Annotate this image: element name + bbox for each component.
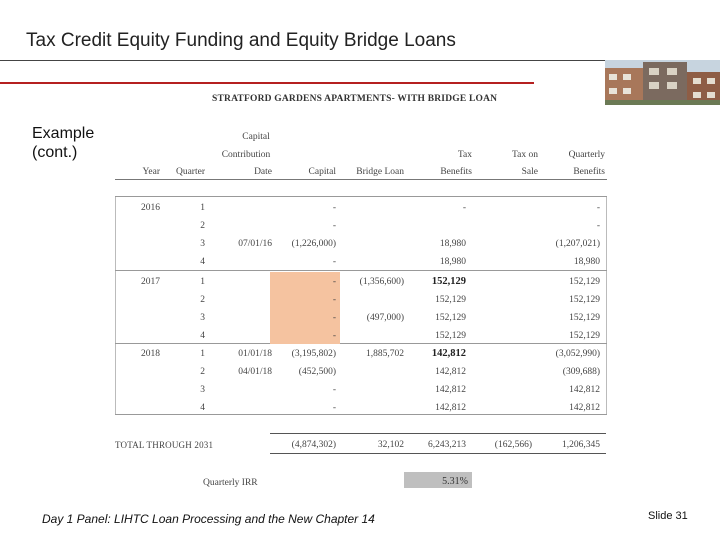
cell-quarter: 2 <box>200 295 205 305</box>
cell-date: 01/01/18 <box>238 349 272 359</box>
cell-capital: - <box>332 277 336 287</box>
apartment-photo <box>605 60 720 105</box>
cell-tax-benefits: - <box>462 203 466 213</box>
cell-capital: - <box>332 331 336 341</box>
example-label <box>32 124 94 162</box>
cell-tax-benefits: 18,980 <box>439 239 466 249</box>
table-left-border <box>115 196 116 414</box>
cell-capital: - <box>332 221 336 231</box>
cell-quarterly-benefits: 142,812 <box>569 385 600 395</box>
cell-tax-benefits: 152,129 <box>435 313 466 323</box>
cell-quarterly-benefits: 18,980 <box>573 257 600 267</box>
header-contribution: Contribution <box>221 150 271 160</box>
cell-quarter: 3 <box>200 313 205 323</box>
total-label: TOTAL THROUGH 2031 <box>115 440 214 450</box>
year-divider-2018 <box>115 343 607 344</box>
cell-quarterly-benefits: 152,129 <box>569 295 600 305</box>
cell-quarter: 1 <box>200 277 205 287</box>
total-quarterly: 1,206,345 <box>562 440 600 450</box>
cell-quarter: 4 <box>200 331 205 341</box>
example-label-line1: Example <box>32 125 95 142</box>
cell-quarterly-benefits: (3,052,990) <box>555 349 600 359</box>
cell-capital: - <box>332 295 336 305</box>
total-sale: (162,566) <box>494 440 532 450</box>
cell-capital: - <box>332 313 336 323</box>
cell-capital: - <box>332 257 336 267</box>
footer-text: Day 1 Panel: LIHTC Loan Processing and the New Chapter 14 <box>42 512 375 526</box>
cell-quarter: 4 <box>200 257 205 267</box>
total-overline <box>270 433 606 434</box>
year-divider-2017 <box>115 270 607 271</box>
cell-date: 07/01/16 <box>238 239 272 249</box>
cell-tax-benefits: 18,980 <box>439 257 466 267</box>
cell-quarterly-benefits: - <box>596 203 600 213</box>
header-underline <box>115 179 607 180</box>
table-subtitle: STRATFORD GARDENS APARTMENTS- WITH BRIDGE LOAN <box>212 94 498 104</box>
red-accent-rule <box>0 82 534 84</box>
col-quarterly-benefits: Benefits <box>573 167 605 177</box>
cell-year: 2017 <box>141 277 160 287</box>
header-quarterly: Quarterly <box>568 150 605 160</box>
col-quarter: Quarter <box>175 167 205 177</box>
cell-quarterly-benefits: 152,129 <box>569 313 600 323</box>
total-bridge: 32,102 <box>377 440 404 450</box>
cell-tax-benefits: 142,812 <box>435 385 466 395</box>
cell-bridge-loan: (497,000) <box>366 313 404 323</box>
cell-capital: - <box>332 403 336 413</box>
cell-tax-benefits: 152,129 <box>435 331 466 341</box>
col-year: Year <box>142 167 160 177</box>
irr-label: Quarterly IRR <box>203 478 258 488</box>
slide-number: Slide 31 <box>648 510 688 522</box>
cell-quarter: 3 <box>200 239 205 249</box>
cell-capital: - <box>332 203 336 213</box>
cell-quarterly-benefits: 152,129 <box>569 331 600 341</box>
cell-bridge-loan: 1,885,702 <box>366 349 404 359</box>
cell-tax-benefits: 152,129 <box>431 276 466 287</box>
cell-quarter: 4 <box>200 403 205 413</box>
cell-quarterly-benefits: 142,812 <box>569 403 600 413</box>
header-tax-on: Tax on <box>512 150 538 160</box>
header-capital: Capital <box>242 132 270 142</box>
cell-quarterly-benefits: - <box>596 221 600 231</box>
cell-capital: (3,195,802) <box>291 349 336 359</box>
total-underline <box>270 453 606 454</box>
cell-tax-benefits: 142,812 <box>435 367 466 377</box>
table-right-border <box>606 196 607 414</box>
example-label-line2: (cont.) <box>32 144 78 161</box>
cell-tax-benefits: 142,812 <box>431 348 466 359</box>
cell-year: 2018 <box>141 349 160 359</box>
cell-quarter: 1 <box>200 349 205 359</box>
total-tax: 6,243,213 <box>428 440 466 450</box>
cell-capital: - <box>332 385 336 395</box>
header-tax: Tax <box>457 150 472 160</box>
cell-tax-benefits: 152,129 <box>435 295 466 305</box>
slide-title: Tax Credit Equity Funding and Equity Bridge Loans <box>26 30 456 51</box>
cell-quarterly-benefits: 152,129 <box>569 277 600 287</box>
cell-capital: (1,226,000) <box>291 239 336 249</box>
cell-tax-benefits: 142,812 <box>435 403 466 413</box>
cell-quarter: 2 <box>200 221 205 231</box>
cell-quarter: 2 <box>200 367 205 377</box>
irr-value: 5.31% <box>442 476 468 487</box>
col-date: Date <box>254 167 272 177</box>
col-capital: Capital <box>308 167 336 177</box>
cell-quarterly-benefits: (309,688) <box>562 367 600 377</box>
cell-quarterly-benefits: (1,207,021) <box>555 239 600 249</box>
cell-date: 04/01/18 <box>238 367 272 377</box>
cell-quarter: 3 <box>200 385 205 395</box>
table-top-border <box>115 196 607 197</box>
cell-bridge-loan: (1,356,600) <box>359 277 404 287</box>
cell-quarter: 1 <box>200 203 205 213</box>
cell-year: 2016 <box>141 203 160 213</box>
col-tax-benefits: Benefits <box>440 167 472 177</box>
col-sale: Sale <box>521 167 538 177</box>
cell-capital: (452,500) <box>298 367 336 377</box>
col-bridge-loan: Bridge Loan <box>356 167 404 177</box>
total-capital: (4,874,302) <box>291 440 336 450</box>
table-bottom-border <box>115 414 607 415</box>
